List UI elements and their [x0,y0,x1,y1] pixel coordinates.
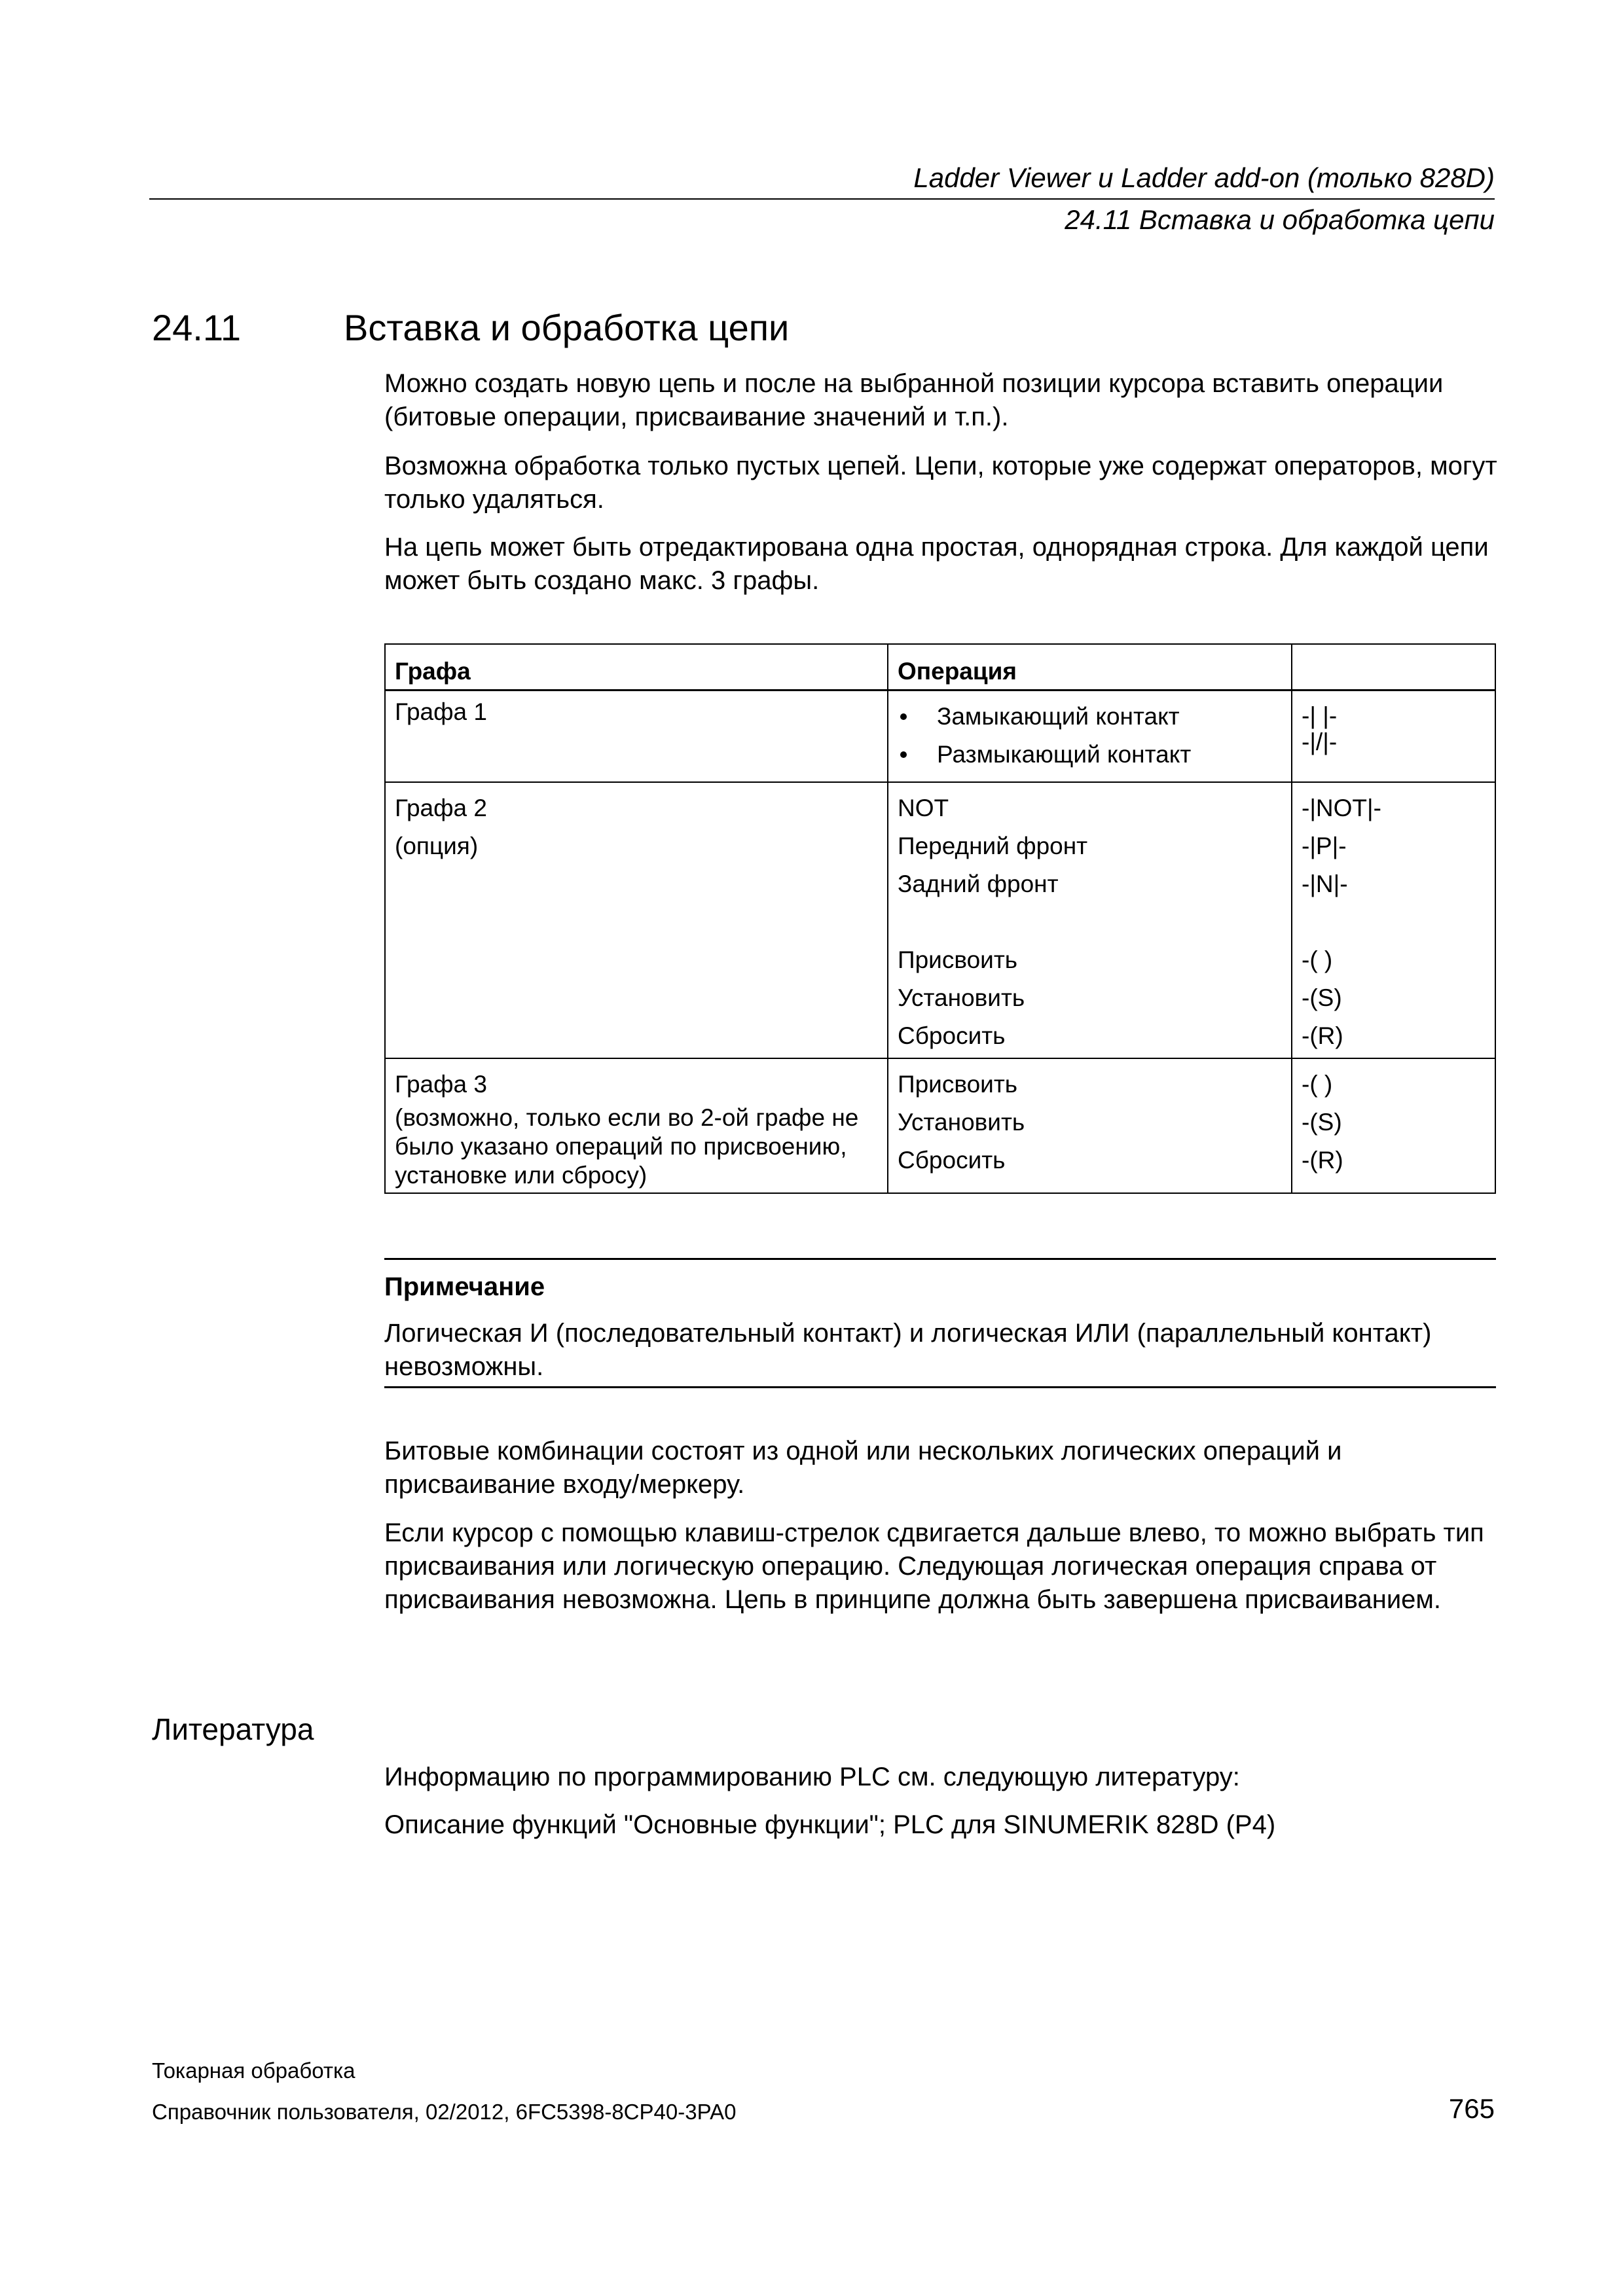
symbol-label: -(S) [1302,984,1342,1011]
graph-label: Графа 2 [395,794,487,821]
literature-heading: Литература [152,1712,314,1746]
graph-note: (опция) [395,832,479,859]
table-header-row [385,644,1495,691]
section-title: Вставка и обработка цепи [344,307,790,348]
table-row [385,1058,1495,1193]
footer-reference: Справочник пользователя, 02/2012, 6FC5398-8CP40-3PA0 [152,2100,737,2124]
operation-cell [888,1058,1292,1193]
column-header-symbol [1292,644,1495,691]
body-paragraph-1: Битовые комбинации состоят из одной или нескольких логических операций и присваивание входу/меркеру. [384,1437,1342,1499]
operation-label: NOT [898,794,949,821]
operation-label: Передний фронт [898,832,1088,859]
list-item [898,736,1282,774]
footer-title: Токарная обработка [152,2058,356,2083]
intro-paragraph-1: Можно создать новую цепь и после на выбранной позиции курсора вставить операции (битовые операции, присваивание значений и т.п.). [384,369,1444,431]
symbol-label: -( ) [1302,1070,1333,1098]
operation-label: Присвоить [898,946,1018,973]
operation-label: Задний фронт [898,870,1059,897]
operation-label: Сбросить [898,1146,1006,1174]
intro-paragraph-2: Возможна обработка только пустых цепей. Цепи, которые уже содержат операторов, могут только удаляться. [384,452,1497,514]
table-row [385,782,1495,1058]
graph-label: Графа 3 [395,1070,487,1098]
symbol-label: -|P|- [1302,832,1347,859]
column-header-operation: Операция [888,644,1292,691]
note-top-rule [384,1258,1496,1260]
column-header-graph: Графа [385,644,888,691]
literature-line-1: Информацию по программированию PLC см. следующую литературу: [384,1763,1240,1791]
graph-cell [385,782,888,1058]
bullet-icon [900,713,907,720]
section-number: 24.11 [152,307,241,348]
symbol-label: -|/|- [1302,728,1338,755]
note-text: Логическая И (последовательный контакт) и логическая ИЛИ (параллельный контакт) невозможны. [384,1319,1432,1381]
running-header-chapter: Ladder Viewer и Ladder add-on (только 828D) [913,162,1495,193]
symbol-label: -| |- [1302,702,1338,729]
symbol-label: -( ) [1302,946,1333,973]
operation-label: Размыкающий контакт [937,741,1192,768]
operations-table [384,643,1496,1194]
header-rule [149,198,1495,200]
symbol-label: -|NOT|- [1302,794,1381,821]
symbol-cell [1292,1058,1495,1193]
note-title: Примечание [384,1272,545,1301]
literature-line-2: Описание функций "Основные функции"; PLC для SINUMERIK 828D (P4) [384,1810,1276,1839]
graph-cell [385,1058,888,1193]
table-row [385,691,1495,782]
operation-label [898,903,1282,941]
symbol-cell [1292,782,1495,1058]
note-bottom-rule [384,1386,1496,1388]
symbol-label: -(R) [1302,1022,1343,1049]
list-item [898,698,1282,736]
body-paragraph-2: Если курсор с помощью клавиш-стрелок сдвигается дальше влево, то можно выбрать тип присваивания или логическую операцию. Следующая логическая операция справа от присваивания невозможна. Цепь в принципе должна быть завершена присваиванием. [384,1518,1484,1614]
page-number: 765 [1448,2093,1495,2124]
bullet-icon [900,751,907,758]
operation-label: Установить [898,1108,1025,1136]
symbol-label: -(R) [1302,1146,1343,1174]
running-header-section: 24.11 Вставка и обработка цепи [1065,204,1495,235]
operation-label: Сбросить [898,1022,1006,1049]
symbol-label: -|N|- [1302,870,1348,897]
graph-cell [385,691,888,782]
operation-cell [888,782,1292,1058]
graph-label: Графа 1 [395,698,487,725]
graph-note: (возможно, только если во 2-ой графе не было указано операций по присвоению, установке или сбросу) [395,1103,859,1189]
operation-cell [888,691,1292,782]
symbol-label: -(S) [1302,1108,1342,1136]
operation-label: Присвоить [898,1070,1018,1098]
intro-paragraph-3: На цепь может быть отредактирована одна простая, однорядная строка. Для каждой цепи может быть создано макс. 3 графы. [384,533,1489,595]
operation-label: Установить [898,984,1025,1011]
operation-label: Замыкающий контакт [937,703,1180,730]
symbol-cell [1292,691,1495,782]
symbol-label [1302,903,1486,941]
